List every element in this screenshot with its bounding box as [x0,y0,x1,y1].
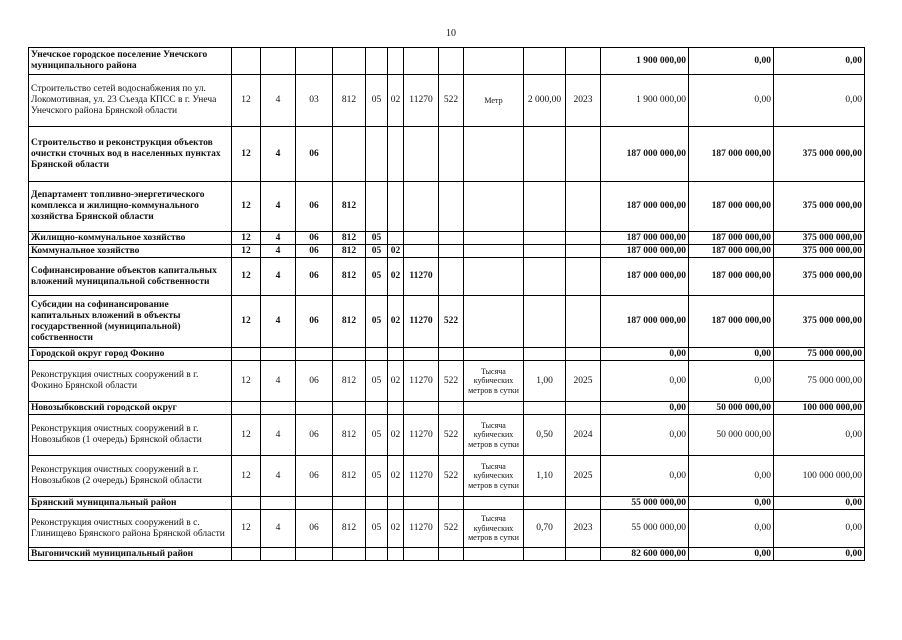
year-cell [566,497,601,510]
target-article-cell: 11270 [404,75,439,127]
program-cell [296,48,333,75]
table-row [29,75,865,127]
section-cell: 12 [232,245,261,258]
table-row [29,402,865,415]
expense-type-cell: 522 [439,296,464,348]
capacity-cell [524,348,566,361]
unit-cell: Тысяча кубических метров в сутки [464,361,524,402]
gov-code-cell: 812 [333,510,366,548]
subsection-cell: 4 [261,296,296,348]
subsection-cell [261,348,296,361]
expense-type-cell [439,182,464,232]
unit-cell [464,402,524,415]
table-row [29,415,865,456]
section-cell [232,402,261,415]
subsection-cell: 4 [261,182,296,232]
amount-2023-cell: 187 000 000,00 [601,296,689,348]
razdel-cell: 05 [366,456,388,497]
amount-2024-cell: 187 000 000,00 [689,232,774,245]
section-cell: 12 [232,258,261,296]
name-cell: Строительство сетей водоснабжения по ул. Локомотивная, ул. 23 Съезда КПСС в г. Унеча Унечского района Брянской области [29,75,232,127]
amount-2024-cell: 187 000 000,00 [689,182,774,232]
name-cell: Унечское городское поселение Унечского муниципального района [29,48,232,75]
gov-code-cell [333,497,366,510]
program-cell: 06 [296,415,333,456]
amount-2025-cell: 0,00 [774,75,865,127]
unit-cell: Тысяча кубических метров в сутки [464,510,524,548]
subsection-cell [261,48,296,75]
amount-2025-cell: 375 000 000,00 [774,245,865,258]
capacity-cell [524,182,566,232]
amount-2025-cell: 100 000 000,00 [774,402,865,415]
unit-cell: Метр [464,75,524,127]
section-cell: 12 [232,415,261,456]
table-row [29,258,865,296]
podrazdel-cell: 02 [388,296,404,348]
target-article-cell [404,548,439,561]
amount-2025-cell: 375 000 000,00 [774,258,865,296]
podrazdel-cell [388,548,404,561]
year-cell [566,182,601,232]
podrazdel-cell: 02 [388,456,404,497]
name-cell: Выгоничский муниципальный район [29,548,232,561]
year-cell [566,48,601,75]
capacity-cell: 0,50 [524,415,566,456]
amount-2024-cell: 0,00 [689,348,774,361]
amount-2024-cell: 0,00 [689,497,774,510]
amount-2024-cell: 0,00 [689,48,774,75]
program-cell: 06 [296,232,333,245]
amount-2025-cell: 0,00 [774,497,865,510]
name-cell: Реконструкция очистных сооружений в г. Новозыбков (2 очередь) Брянской области [29,456,232,497]
amount-2024-cell: 187 000 000,00 [689,245,774,258]
year-cell: 2023 [566,510,601,548]
program-cell: 06 [296,258,333,296]
section-cell: 12 [232,296,261,348]
podrazdel-cell: 02 [388,245,404,258]
name-cell: Департамент топливно-энергетического комплекса и жилищно-коммунального хозяйства Брянской области [29,182,232,232]
year-cell: 2024 [566,415,601,456]
year-cell: 2025 [566,361,601,402]
amount-2023-cell: 0,00 [601,361,689,402]
name-cell: Строительство и реконструкция объектов очистки сточных вод в населенных пунктах Брянской области [29,127,232,182]
subsection-cell: 4 [261,232,296,245]
razdel-cell: 05 [366,296,388,348]
capacity-cell [524,402,566,415]
unit-cell [464,296,524,348]
section-cell: 12 [232,232,261,245]
expense-type-cell [439,232,464,245]
target-article-cell: 11270 [404,361,439,402]
amount-2023-cell: 187 000 000,00 [601,232,689,245]
amount-2025-cell: 100 000 000,00 [774,456,865,497]
subsection-cell: 4 [261,361,296,402]
program-cell [296,548,333,561]
capacity-cell: 0,70 [524,510,566,548]
budget-table [28,47,865,561]
amount-2025-cell: 375 000 000,00 [774,296,865,348]
razdel-cell [366,48,388,75]
amount-2023-cell: 187 000 000,00 [601,245,689,258]
subsection-cell: 4 [261,75,296,127]
gov-code-cell [333,548,366,561]
capacity-cell [524,48,566,75]
amount-2023-cell: 1 900 000,00 [601,75,689,127]
year-cell [566,296,601,348]
gov-code-cell: 812 [333,415,366,456]
amount-2024-cell: 187 000 000,00 [689,296,774,348]
amount-2024-cell: 187 000 000,00 [689,258,774,296]
amount-2023-cell: 1 900 000,00 [601,48,689,75]
razdel-cell: 05 [366,361,388,402]
gov-code-cell [333,127,366,182]
podrazdel-cell [388,402,404,415]
gov-code-cell: 812 [333,296,366,348]
capacity-cell [524,232,566,245]
table-row [29,245,865,258]
program-cell [296,497,333,510]
year-cell: 2023 [566,75,601,127]
gov-code-cell: 812 [333,75,366,127]
target-article-cell: 11270 [404,258,439,296]
target-article-cell [404,245,439,258]
table-row [29,510,865,548]
expense-type-cell: 522 [439,510,464,548]
amount-2024-cell: 50 000 000,00 [689,402,774,415]
unit-cell [464,48,524,75]
program-cell [296,348,333,361]
amount-2024-cell: 0,00 [689,361,774,402]
expense-type-cell [439,127,464,182]
gov-code-cell [333,348,366,361]
year-cell [566,402,601,415]
year-cell [566,548,601,561]
razdel-cell: 05 [366,245,388,258]
year-cell [566,258,601,296]
capacity-cell [524,245,566,258]
expense-type-cell: 522 [439,361,464,402]
name-cell: Реконструкция очистных сооружений в г. Новозыбков (1 очередь) Брянской области [29,415,232,456]
gov-code-cell: 812 [333,232,366,245]
target-article-cell [404,232,439,245]
target-article-cell [404,182,439,232]
amount-2025-cell: 375 000 000,00 [774,232,865,245]
amount-2024-cell: 0,00 [689,456,774,497]
gov-code-cell: 812 [333,456,366,497]
name-cell: Субсидии на софинансирование капитальных вложений в объекты государственной (муниципальной) собственности [29,296,232,348]
podrazdel-cell: 02 [388,415,404,456]
section-cell [232,348,261,361]
table-row [29,456,865,497]
program-cell [296,402,333,415]
capacity-cell [524,296,566,348]
razdel-cell: 05 [366,75,388,127]
target-article-cell [404,402,439,415]
program-cell: 06 [296,361,333,402]
amount-2023-cell: 187 000 000,00 [601,182,689,232]
razdel-cell: 05 [366,232,388,245]
year-cell: 2025 [566,456,601,497]
target-article-cell [404,48,439,75]
amount-2023-cell: 55 000 000,00 [601,497,689,510]
capacity-cell: 2 000,00 [524,75,566,127]
table-row [29,296,865,348]
unit-cell [464,127,524,182]
unit-cell [464,232,524,245]
expense-type-cell [439,402,464,415]
razdel-cell [366,127,388,182]
target-article-cell [404,348,439,361]
expense-type-cell [439,258,464,296]
section-cell: 12 [232,510,261,548]
subsection-cell: 4 [261,456,296,497]
unit-cell [464,182,524,232]
table-row [29,232,865,245]
unit-cell [464,348,524,361]
table-row [29,127,865,182]
unit-cell [464,497,524,510]
year-cell [566,232,601,245]
amount-2025-cell: 75 000 000,00 [774,361,865,402]
unit-cell [464,258,524,296]
program-cell: 06 [296,127,333,182]
subsection-cell: 4 [261,127,296,182]
program-cell: 06 [296,456,333,497]
subsection-cell: 4 [261,245,296,258]
target-article-cell: 11270 [404,456,439,497]
section-cell: 12 [232,127,261,182]
amount-2025-cell: 375 000 000,00 [774,127,865,182]
podrazdel-cell: 02 [388,258,404,296]
razdel-cell [366,348,388,361]
gov-code-cell: 812 [333,182,366,232]
name-cell: Реконструкция очистных сооружений в г. Фокино Брянской области [29,361,232,402]
capacity-cell: 1,10 [524,456,566,497]
amount-2024-cell: 0,00 [689,75,774,127]
subsection-cell: 4 [261,415,296,456]
section-cell [232,548,261,561]
unit-cell [464,548,524,561]
capacity-cell: 1,00 [524,361,566,402]
amount-2024-cell: 187 000 000,00 [689,127,774,182]
amount-2023-cell: 0,00 [601,456,689,497]
table-row [29,182,865,232]
section-cell [232,48,261,75]
program-cell: 06 [296,182,333,232]
subsection-cell [261,497,296,510]
podrazdel-cell [388,127,404,182]
amount-2023-cell: 0,00 [601,415,689,456]
year-cell [566,348,601,361]
name-cell: Коммунальное хозяйство [29,245,232,258]
podrazdel-cell [388,48,404,75]
podrazdel-cell: 02 [388,361,404,402]
target-article-cell: 11270 [404,510,439,548]
capacity-cell [524,497,566,510]
expense-type-cell [439,245,464,258]
section-cell [232,497,261,510]
amount-2025-cell: 75 000 000,00 [774,348,865,361]
expense-type-cell [439,48,464,75]
razdel-cell [366,497,388,510]
amount-2023-cell: 0,00 [601,348,689,361]
amount-2025-cell: 0,00 [774,415,865,456]
name-cell: Городской округ город Фокино [29,348,232,361]
name-cell: Софинансирование объектов капитальных вложений муниципальной собственности [29,258,232,296]
podrazdel-cell: 02 [388,510,404,548]
section-cell: 12 [232,75,261,127]
amount-2023-cell: 187 000 000,00 [601,258,689,296]
amount-2025-cell: 0,00 [774,48,865,75]
amount-2025-cell: 375 000 000,00 [774,182,865,232]
table-row [29,361,865,402]
capacity-cell [524,127,566,182]
table-row [29,497,865,510]
razdel-cell [366,182,388,232]
name-cell: Брянский муниципальный район [29,497,232,510]
amount-2024-cell: 50 000 000,00 [689,415,774,456]
table-row [29,348,865,361]
gov-code-cell [333,402,366,415]
unit-cell: Тысяча кубических метров в сутки [464,456,524,497]
page-number: 10 [446,28,456,39]
year-cell [566,127,601,182]
name-cell: Новозыбковский городской округ [29,402,232,415]
target-article-cell: 11270 [404,415,439,456]
capacity-cell [524,258,566,296]
section-cell: 12 [232,456,261,497]
amount-2023-cell: 82 600 000,00 [601,548,689,561]
year-cell [566,245,601,258]
amount-2025-cell: 0,00 [774,510,865,548]
podrazdel-cell [388,497,404,510]
section-cell: 12 [232,361,261,402]
gov-code-cell: 812 [333,245,366,258]
amount-2024-cell: 0,00 [689,510,774,548]
subsection-cell: 4 [261,258,296,296]
subsection-cell [261,402,296,415]
name-cell: Жилищно-коммунальное хозяйство [29,232,232,245]
program-cell: 06 [296,296,333,348]
unit-cell [464,245,524,258]
razdel-cell [366,548,388,561]
expense-type-cell [439,348,464,361]
subsection-cell: 4 [261,510,296,548]
program-cell: 03 [296,75,333,127]
razdel-cell: 05 [366,510,388,548]
gov-code-cell: 812 [333,258,366,296]
unit-cell: Тысяча кубических метров в сутки [464,415,524,456]
name-cell: Реконструкция очистных сооружений в с. Глинищево Брянского района Брянской области [29,510,232,548]
program-cell: 06 [296,245,333,258]
target-article-cell [404,127,439,182]
target-article-cell: 11270 [404,296,439,348]
program-cell: 06 [296,510,333,548]
razdel-cell: 05 [366,415,388,456]
razdel-cell: 05 [366,258,388,296]
podrazdel-cell [388,348,404,361]
capacity-cell [524,548,566,561]
gov-code-cell [333,48,366,75]
amount-2023-cell: 187 000 000,00 [601,127,689,182]
subsection-cell [261,548,296,561]
amount-2023-cell: 55 000 000,00 [601,510,689,548]
expense-type-cell [439,548,464,561]
amount-2025-cell: 0,00 [774,548,865,561]
target-article-cell [404,497,439,510]
razdel-cell [366,402,388,415]
podrazdel-cell: 02 [388,75,404,127]
section-cell: 12 [232,182,261,232]
amount-2023-cell: 0,00 [601,402,689,415]
podrazdel-cell [388,232,404,245]
expense-type-cell [439,497,464,510]
expense-type-cell: 522 [439,415,464,456]
gov-code-cell: 812 [333,361,366,402]
podrazdel-cell [388,182,404,232]
expense-type-cell: 522 [439,456,464,497]
expense-type-cell: 522 [439,75,464,127]
table-row [29,548,865,561]
amount-2024-cell: 0,00 [689,548,774,561]
table-row [29,48,865,75]
